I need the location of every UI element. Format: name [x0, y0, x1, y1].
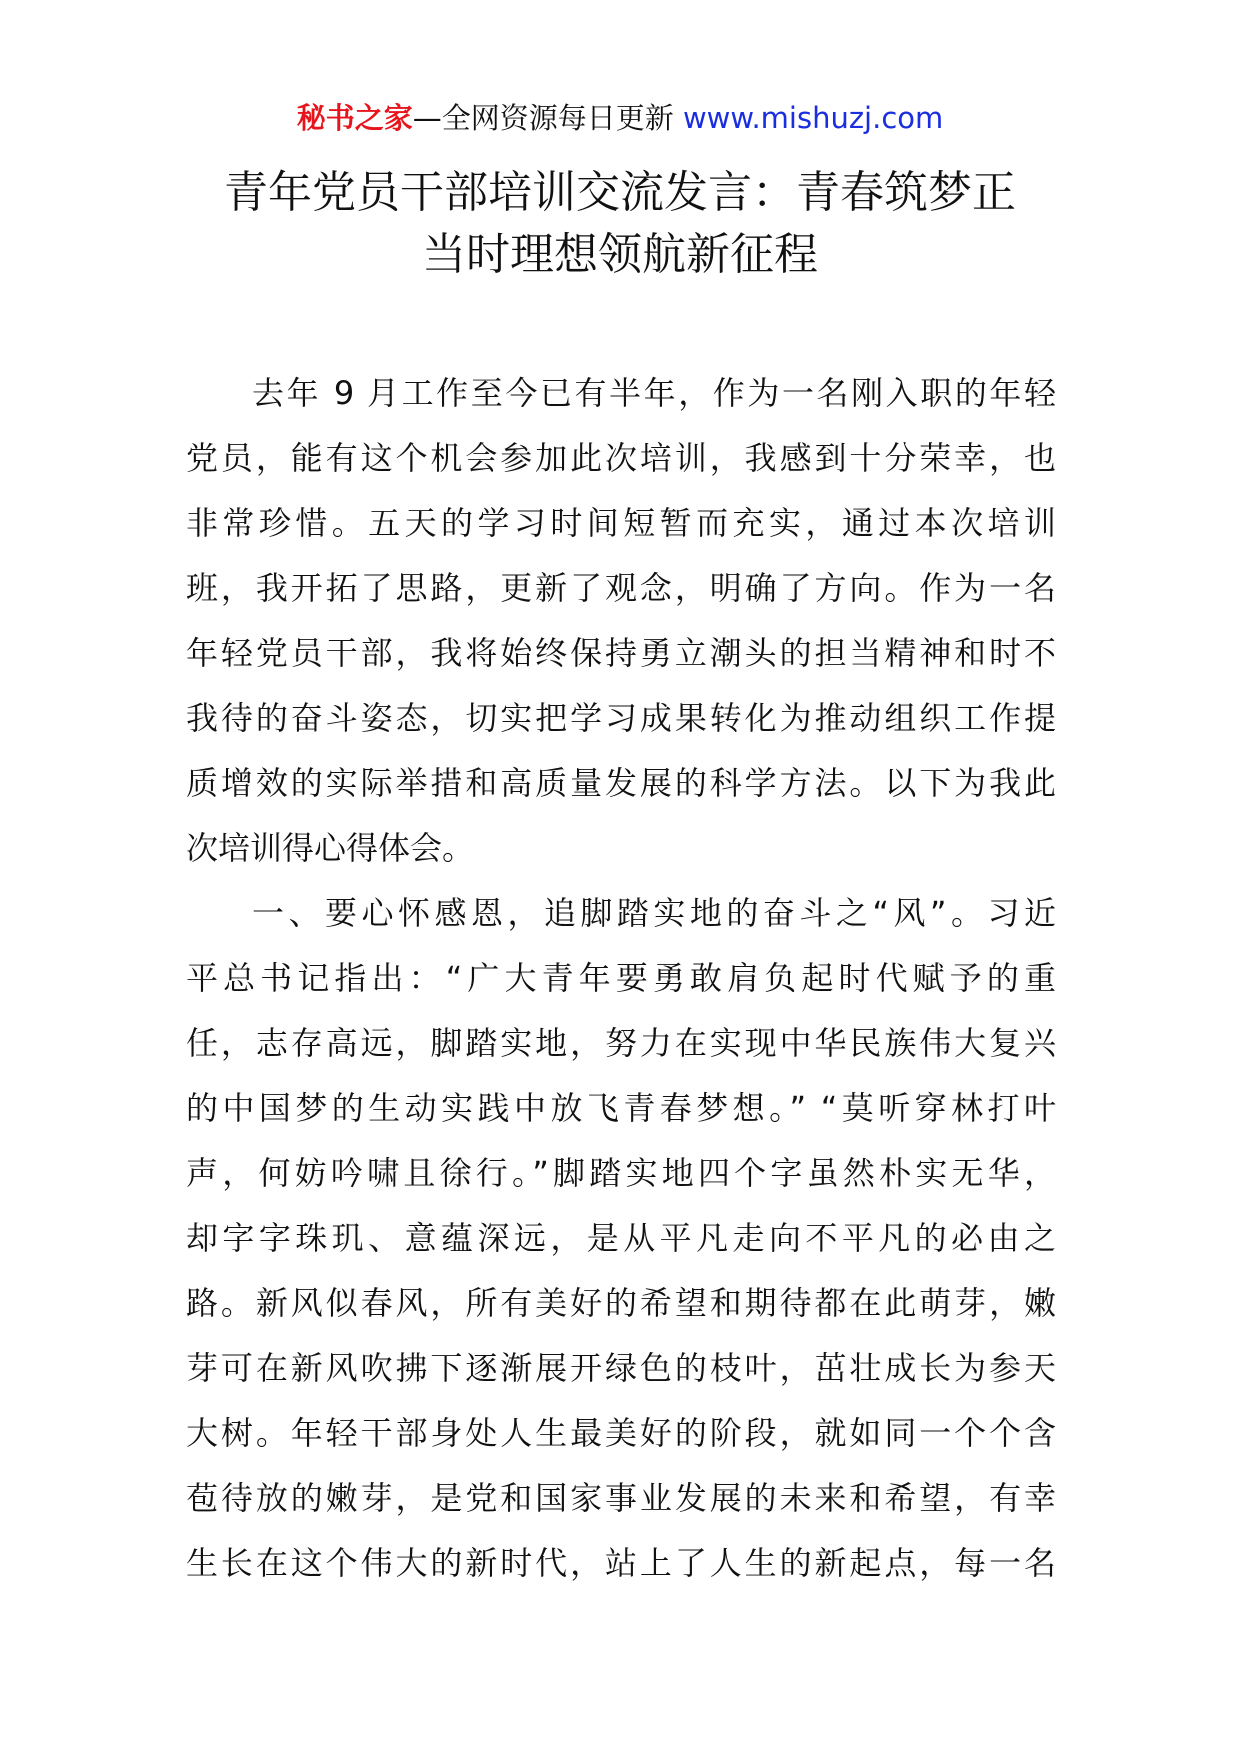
site-header — [0, 98, 1240, 138]
body-line: 非常珍惜。五天的学习时间短暂而充实，通过本次培训 — [186, 504, 1056, 542]
body-line: 任，志存高远，脚踏实地，努力在实现中华民族伟大复兴 — [186, 1024, 1056, 1062]
document-body — [186, 361, 1056, 1596]
body-line: 次培训得心得体会。 — [186, 829, 475, 867]
body-line: 苞待放的嫩芽，是党和国家事业发展的未来和希望，有幸 — [186, 1479, 1056, 1517]
site-url-link[interactable]: www.mishuzj.com — [682, 101, 944, 135]
body-line: 年轻党员干部，我将始终保持勇立潮头的担当精神和时不 — [186, 634, 1056, 672]
body-line: 声，何妨吟啸且徐行。”脚踏实地四个字虽然朴实无华， — [186, 1154, 1056, 1192]
body-line: 班，我开拓了思路，更新了观念，明确了方向。作为一名 — [186, 569, 1056, 607]
title-line-1: 青年党员干部培训交流发言：青春筑梦正 — [224, 167, 1016, 218]
body-line: 生长在这个伟大的新时代，站上了人生的新起点，每一名 — [186, 1544, 1056, 1582]
body-line: 去年 9 月工作至今已有半年，作为一名刚入职的年轻 — [252, 374, 1056, 412]
body-line: 我待的奋斗姿态，切实把学习成果转化为推动组织工作提 — [186, 699, 1056, 737]
body-line: 却字字珠玑、意蕴深远，是从平凡走向不平凡的必由之 — [186, 1219, 1056, 1257]
body-line: 的中国梦的生动实践中放飞青春梦想。” “莫听穿林打叶 — [186, 1089, 1056, 1127]
body-line: 质增效的实际举措和高质量发展的科学方法。以下为我此 — [186, 764, 1056, 802]
body-line: 平总书记指出：“广大青年要勇敢肩负起时代赋予的重 — [186, 959, 1056, 997]
header-tagline: —全网资源每日更新 — [412, 101, 674, 135]
title-line-2: 当时理想领航新征程 — [422, 229, 818, 280]
body-line: 一、要心怀感恩，追脚踏实地的奋斗之“风”。习近 — [252, 894, 1056, 932]
document-title — [0, 162, 1240, 286]
body-line: 芽可在新风吹拂下逐渐展开绿色的枝叶，茁壮成长为参天 — [186, 1349, 1056, 1387]
body-line: 路。新风似春风，所有美好的希望和期待都在此萌芽，嫩 — [186, 1284, 1056, 1322]
body-line: 大树。年轻干部身处人生最美好的阶段，就如同一个个含 — [186, 1414, 1056, 1452]
brand-name: 秘书之家 — [296, 101, 413, 135]
body-line: 党员，能有这个机会参加此次培训，我感到十分荣幸，也 — [186, 439, 1056, 477]
